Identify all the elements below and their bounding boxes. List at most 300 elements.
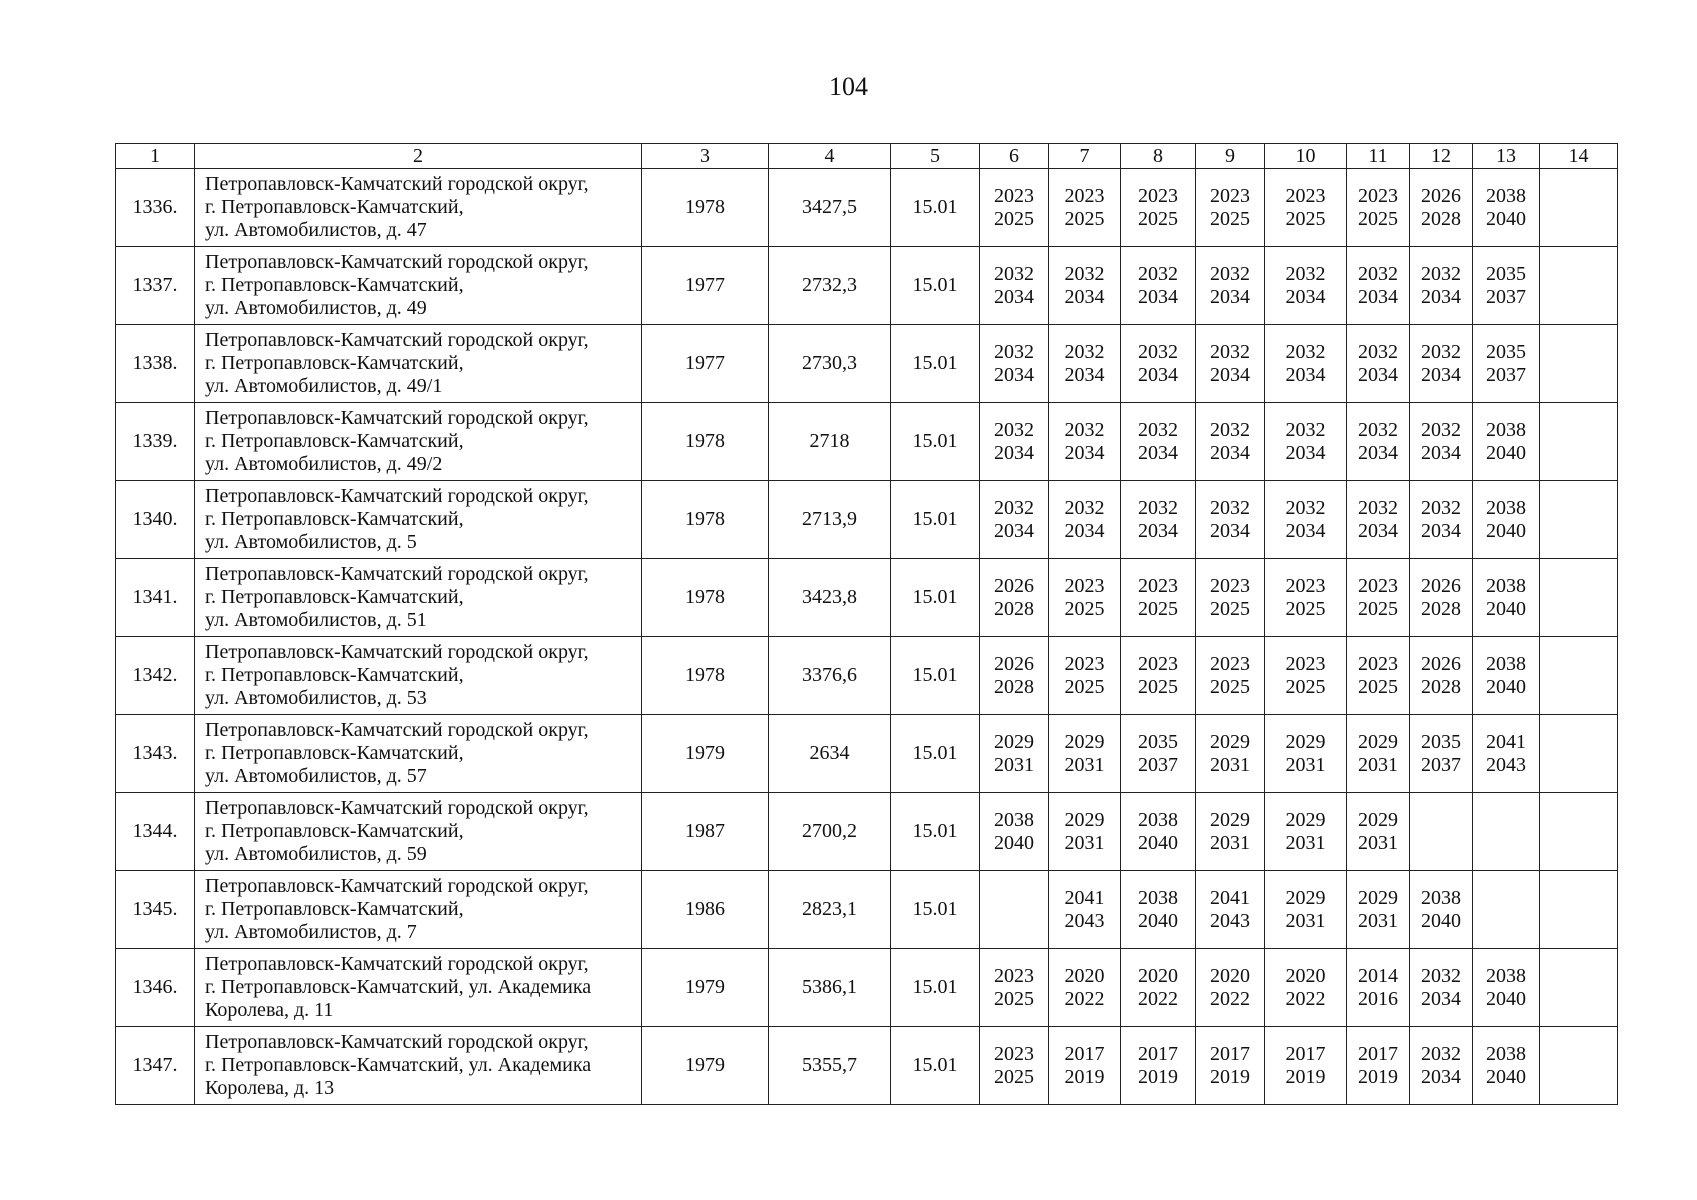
period-cell bbox=[980, 793, 1049, 871]
period-cell bbox=[1196, 949, 1265, 1027]
table-row bbox=[116, 169, 1618, 247]
period-cell bbox=[1473, 247, 1540, 325]
period-end-year: 2028 bbox=[1421, 597, 1461, 620]
period-start-year: 2032 bbox=[1285, 262, 1326, 285]
period-start-year: 2032 bbox=[1064, 262, 1105, 285]
period-cell bbox=[1265, 559, 1347, 637]
period-cell bbox=[1410, 325, 1473, 403]
period-start-year: 2032 bbox=[1210, 340, 1250, 363]
row-number-cell: 1346. bbox=[116, 949, 195, 1027]
period-end-year: 2025 bbox=[1358, 675, 1398, 698]
address-cell bbox=[195, 247, 642, 325]
period-end-year: 2034 bbox=[1064, 519, 1105, 542]
code-cell: 15.01 bbox=[891, 637, 980, 715]
year-built-cell: 1978 bbox=[642, 403, 769, 481]
period-cell bbox=[1410, 949, 1473, 1027]
address-line: ул. Автомобилистов, д. 49/2 bbox=[205, 453, 443, 475]
period-end-year: 2025 bbox=[1285, 597, 1326, 620]
period-end-year: 2022 bbox=[1210, 987, 1250, 1010]
period-start-year: 2032 bbox=[1210, 418, 1250, 441]
period-start-year: 2023 bbox=[1064, 652, 1105, 675]
period-cell bbox=[1473, 1027, 1540, 1105]
period-start-year: 2041 bbox=[1210, 886, 1250, 909]
period-end-year: 2025 bbox=[1210, 597, 1250, 620]
period-start-year: 2038 bbox=[1486, 964, 1526, 987]
address-line: Петропавловск-Камчатский городской округ, bbox=[205, 251, 589, 273]
period-cell bbox=[1540, 715, 1618, 793]
column-number-cell: 3 bbox=[642, 144, 769, 169]
period-start-year: 2038 bbox=[1486, 184, 1526, 207]
period-start-year: 2032 bbox=[1138, 418, 1178, 441]
period-cell bbox=[1121, 481, 1196, 559]
period-start-year: 2029 bbox=[1210, 730, 1250, 753]
period-start-year: 2038 bbox=[994, 808, 1034, 831]
column-number-cell: 10 bbox=[1265, 144, 1347, 169]
period-cell bbox=[1473, 403, 1540, 481]
period-end-year: 2040 bbox=[1138, 909, 1178, 932]
period-cell bbox=[1121, 871, 1196, 949]
period-end-year: 2037 bbox=[1486, 285, 1526, 308]
area-cell: 3427,5 bbox=[769, 169, 891, 247]
period-end-year: 2043 bbox=[1486, 753, 1526, 776]
period-cell bbox=[1347, 559, 1410, 637]
column-number-cell: 12 bbox=[1410, 144, 1473, 169]
period-start-year: 2029 bbox=[1358, 730, 1398, 753]
period-start-year: 2023 bbox=[1210, 574, 1250, 597]
period-start-year: 2038 bbox=[1138, 886, 1178, 909]
address-line: Петропавловск-Камчатский городской округ, bbox=[205, 485, 589, 507]
address-line: Петропавловск-Камчатский городской округ, bbox=[205, 407, 589, 429]
period-cell bbox=[1121, 559, 1196, 637]
period-end-year: 2034 bbox=[1210, 519, 1250, 542]
address-line: г. Петропавловск-Камчатский, ул. Академика bbox=[205, 1054, 592, 1076]
period-cell bbox=[980, 169, 1049, 247]
period-start-year: 2029 bbox=[1285, 886, 1326, 909]
row-number-cell: 1339. bbox=[116, 403, 195, 481]
period-end-year: 2034 bbox=[1421, 519, 1461, 542]
period-start-year: 2041 bbox=[1064, 886, 1105, 909]
area-cell: 2823,1 bbox=[769, 871, 891, 949]
period-cell bbox=[1410, 169, 1473, 247]
period-cell bbox=[1049, 559, 1121, 637]
period-end-year: 2034 bbox=[1138, 441, 1178, 464]
address-cell bbox=[195, 325, 642, 403]
period-end-year: 2016 bbox=[1358, 987, 1398, 1010]
area-cell: 5386,1 bbox=[769, 949, 891, 1027]
period-cell bbox=[1049, 325, 1121, 403]
period-cell bbox=[1196, 247, 1265, 325]
area-cell: 5355,7 bbox=[769, 1027, 891, 1105]
period-end-year: 2034 bbox=[1358, 285, 1398, 308]
address-line: г. Петропавловск-Камчатский, bbox=[205, 898, 464, 920]
period-cell bbox=[980, 637, 1049, 715]
period-end-year: 2022 bbox=[1064, 987, 1105, 1010]
period-start-year: 2023 bbox=[1064, 184, 1105, 207]
period-start-year: 2023 bbox=[1285, 184, 1326, 207]
period-cell bbox=[1473, 793, 1540, 871]
address-line: г. Петропавловск-Камчатский, bbox=[205, 508, 464, 530]
period-cell bbox=[1347, 949, 1410, 1027]
address-cell bbox=[195, 637, 642, 715]
table-row bbox=[116, 793, 1618, 871]
address-line: Королева, д. 11 bbox=[205, 999, 334, 1021]
period-cell bbox=[1196, 715, 1265, 793]
period-start-year: 2032 bbox=[1421, 340, 1461, 363]
address-line: ул. Автомобилистов, д. 49 bbox=[205, 297, 427, 319]
year-built-cell: 1979 bbox=[642, 715, 769, 793]
period-cell bbox=[1196, 871, 1265, 949]
period-end-year: 2031 bbox=[1358, 753, 1398, 776]
period-end-year: 2037 bbox=[1421, 753, 1461, 776]
period-start-year: 2032 bbox=[1421, 262, 1461, 285]
period-cell bbox=[1410, 637, 1473, 715]
address-line: ул. Автомобилистов, д. 5 bbox=[205, 531, 417, 553]
period-start-year: 2023 bbox=[1358, 184, 1398, 207]
period-start-year: 2035 bbox=[1486, 262, 1526, 285]
period-cell bbox=[1121, 169, 1196, 247]
address-line: ул. Автомобилистов, д. 57 bbox=[205, 765, 427, 787]
table-body bbox=[116, 144, 1618, 1105]
period-start-year: 2032 bbox=[1421, 1042, 1461, 1065]
address-line: ул. Автомобилистов, д. 47 bbox=[205, 219, 427, 241]
address-line: Петропавловск-Камчатский городской округ, bbox=[205, 719, 589, 741]
period-end-year: 2019 bbox=[1358, 1065, 1398, 1088]
period-end-year: 2034 bbox=[1138, 519, 1178, 542]
period-start-year: 2023 bbox=[1210, 652, 1250, 675]
period-start-year: 2023 bbox=[1285, 652, 1326, 675]
address-line: Петропавловск-Камчатский городской округ, bbox=[205, 641, 589, 663]
year-built-cell: 1986 bbox=[642, 871, 769, 949]
period-cell bbox=[1265, 325, 1347, 403]
period-cell bbox=[1049, 481, 1121, 559]
column-number-cell: 6 bbox=[980, 144, 1049, 169]
period-cell bbox=[980, 403, 1049, 481]
period-start-year: 2041 bbox=[1486, 730, 1526, 753]
period-start-year: 2032 bbox=[1210, 262, 1250, 285]
period-end-year: 2037 bbox=[1138, 753, 1178, 776]
period-end-year: 2031 bbox=[1064, 753, 1105, 776]
period-start-year: 2020 bbox=[1285, 964, 1326, 987]
period-cell bbox=[1347, 247, 1410, 325]
period-cell bbox=[1196, 793, 1265, 871]
period-start-year: 2032 bbox=[1421, 496, 1461, 519]
period-end-year: 2025 bbox=[994, 207, 1034, 230]
period-start-year: 2032 bbox=[1358, 418, 1398, 441]
period-start-year: 2029 bbox=[1358, 886, 1398, 909]
period-start-year: 2017 bbox=[1138, 1042, 1178, 1065]
period-cell bbox=[1473, 169, 1540, 247]
period-cell bbox=[1265, 871, 1347, 949]
period-end-year: 2034 bbox=[1421, 363, 1461, 386]
period-cell bbox=[1347, 481, 1410, 559]
period-start-year: 2032 bbox=[1138, 340, 1178, 363]
address-line: Петропавловск-Камчатский городской округ, bbox=[205, 875, 589, 897]
period-start-year: 2032 bbox=[1285, 496, 1326, 519]
column-number-cell: 4 bbox=[769, 144, 891, 169]
address-line: ул. Автомобилистов, д. 49/1 bbox=[205, 375, 443, 397]
period-cell bbox=[1049, 949, 1121, 1027]
period-start-year: 2032 bbox=[1138, 496, 1178, 519]
address-line: г. Петропавловск-Камчатский, bbox=[205, 430, 464, 452]
period-end-year: 2025 bbox=[1138, 207, 1178, 230]
period-start-year: 2029 bbox=[1064, 808, 1105, 831]
period-cell bbox=[1473, 325, 1540, 403]
period-end-year: 2037 bbox=[1486, 363, 1526, 386]
row-number-cell: 1336. bbox=[116, 169, 195, 247]
period-start-year: 2023 bbox=[1138, 652, 1178, 675]
period-end-year: 2034 bbox=[994, 519, 1034, 542]
period-end-year: 2028 bbox=[1421, 207, 1461, 230]
page-number: 104 bbox=[829, 72, 868, 101]
address-line: Петропавловск-Камчатский городской округ, bbox=[205, 173, 589, 195]
address-line: ул. Автомобилистов, д. 7 bbox=[205, 921, 417, 943]
period-start-year: 2032 bbox=[1138, 262, 1178, 285]
period-end-year: 2040 bbox=[1486, 675, 1526, 698]
code-cell: 15.01 bbox=[891, 403, 980, 481]
period-start-year: 2032 bbox=[994, 262, 1034, 285]
address-line: Петропавловск-Камчатский городской округ, bbox=[205, 329, 589, 351]
period-start-year: 2023 bbox=[1138, 184, 1178, 207]
period-end-year: 2034 bbox=[1210, 441, 1250, 464]
period-cell bbox=[1196, 325, 1265, 403]
period-start-year: 2032 bbox=[1064, 496, 1105, 519]
period-cell bbox=[1121, 949, 1196, 1027]
column-number-cell: 9 bbox=[1196, 144, 1265, 169]
period-start-year: 2032 bbox=[1210, 496, 1250, 519]
period-start-year: 2032 bbox=[1358, 496, 1398, 519]
period-end-year: 2025 bbox=[1358, 597, 1398, 620]
column-number-cell: 11 bbox=[1347, 144, 1410, 169]
period-start-year: 2032 bbox=[1358, 340, 1398, 363]
period-start-year: 2029 bbox=[1358, 808, 1398, 831]
period-end-year: 2025 bbox=[1138, 675, 1178, 698]
period-start-year: 2038 bbox=[1138, 808, 1178, 831]
period-start-year: 2029 bbox=[1064, 730, 1105, 753]
row-number-cell: 1337. bbox=[116, 247, 195, 325]
period-end-year: 2034 bbox=[1064, 285, 1105, 308]
table-row bbox=[116, 1027, 1618, 1105]
address-cell bbox=[195, 949, 642, 1027]
code-cell: 15.01 bbox=[891, 871, 980, 949]
period-end-year: 2040 bbox=[1486, 597, 1526, 620]
year-built-cell: 1978 bbox=[642, 637, 769, 715]
period-end-year: 2040 bbox=[1486, 207, 1526, 230]
table-row bbox=[116, 403, 1618, 481]
period-start-year: 2023 bbox=[994, 964, 1034, 987]
period-end-year: 2031 bbox=[1285, 753, 1326, 776]
period-cell bbox=[1265, 637, 1347, 715]
period-cell bbox=[1265, 949, 1347, 1027]
code-cell: 15.01 bbox=[891, 793, 980, 871]
period-cell bbox=[1473, 559, 1540, 637]
period-cell bbox=[1410, 1027, 1473, 1105]
address-cell bbox=[195, 559, 642, 637]
period-end-year: 2025 bbox=[1210, 207, 1250, 230]
period-end-year: 2034 bbox=[1285, 285, 1326, 308]
area-cell: 3376,6 bbox=[769, 637, 891, 715]
period-cell bbox=[1265, 715, 1347, 793]
period-cell bbox=[1049, 403, 1121, 481]
period-cell bbox=[980, 325, 1049, 403]
period-cell bbox=[1049, 169, 1121, 247]
period-end-year: 2019 bbox=[1138, 1065, 1178, 1088]
period-cell bbox=[1049, 793, 1121, 871]
address-line: Петропавловск-Камчатский городской округ, bbox=[205, 953, 589, 975]
period-cell bbox=[1265, 793, 1347, 871]
period-start-year: 2026 bbox=[994, 652, 1034, 675]
period-cell bbox=[1347, 325, 1410, 403]
housing-registry-table bbox=[115, 143, 1618, 1105]
address-line: ул. Автомобилистов, д. 53 bbox=[205, 687, 427, 709]
table-row bbox=[116, 247, 1618, 325]
period-end-year: 2034 bbox=[1421, 441, 1461, 464]
period-cell bbox=[980, 715, 1049, 793]
period-cell bbox=[1049, 247, 1121, 325]
period-cell bbox=[1196, 1027, 1265, 1105]
address-cell bbox=[195, 403, 642, 481]
period-cell bbox=[1347, 715, 1410, 793]
period-end-year: 2034 bbox=[1421, 987, 1461, 1010]
address-line: г. Петропавловск-Камчатский, bbox=[205, 742, 464, 764]
period-cell bbox=[1265, 1027, 1347, 1105]
period-cell bbox=[980, 949, 1049, 1027]
period-end-year: 2028 bbox=[994, 597, 1034, 620]
period-end-year: 2031 bbox=[1210, 753, 1250, 776]
period-cell bbox=[1347, 793, 1410, 871]
period-end-year: 2034 bbox=[994, 441, 1034, 464]
address-cell bbox=[195, 169, 642, 247]
address-line: г. Петропавловск-Камчатский, ул. Академика bbox=[205, 976, 592, 998]
period-end-year: 2019 bbox=[1210, 1065, 1250, 1088]
address-line: г. Петропавловск-Камчатский, bbox=[205, 196, 464, 218]
period-start-year: 2029 bbox=[1285, 730, 1326, 753]
period-start-year: 2032 bbox=[994, 340, 1034, 363]
period-start-year: 2023 bbox=[994, 184, 1034, 207]
period-start-year: 2032 bbox=[994, 418, 1034, 441]
period-cell bbox=[980, 559, 1049, 637]
year-built-cell: 1987 bbox=[642, 793, 769, 871]
period-cell bbox=[980, 1027, 1049, 1105]
period-start-year: 2032 bbox=[1285, 340, 1326, 363]
year-built-cell: 1977 bbox=[642, 247, 769, 325]
period-end-year: 2034 bbox=[1421, 285, 1461, 308]
period-cell bbox=[1196, 559, 1265, 637]
row-number-cell: 1340. bbox=[116, 481, 195, 559]
period-end-year: 2034 bbox=[1358, 441, 1398, 464]
address-line: Королева, д. 13 bbox=[205, 1077, 335, 1099]
row-number-cell: 1344. bbox=[116, 793, 195, 871]
period-cell bbox=[1347, 169, 1410, 247]
code-cell: 15.01 bbox=[891, 715, 980, 793]
period-cell bbox=[1540, 949, 1618, 1027]
period-start-year: 2035 bbox=[1138, 730, 1178, 753]
period-cell bbox=[1540, 247, 1618, 325]
table-row bbox=[116, 871, 1618, 949]
period-start-year: 2023 bbox=[1358, 574, 1398, 597]
period-end-year: 2031 bbox=[1358, 909, 1398, 932]
period-start-year: 2017 bbox=[1064, 1042, 1105, 1065]
row-number-cell: 1343. bbox=[116, 715, 195, 793]
period-start-year: 2017 bbox=[1210, 1042, 1250, 1065]
period-cell bbox=[1347, 871, 1410, 949]
column-number-cell: 8 bbox=[1121, 144, 1196, 169]
table-row bbox=[116, 559, 1618, 637]
code-cell: 15.01 bbox=[891, 949, 980, 1027]
period-end-year: 2034 bbox=[1064, 363, 1105, 386]
period-cell bbox=[1540, 871, 1618, 949]
period-cell bbox=[1049, 871, 1121, 949]
area-cell: 2732,3 bbox=[769, 247, 891, 325]
period-start-year: 2023 bbox=[1138, 574, 1178, 597]
period-end-year: 2034 bbox=[1138, 285, 1178, 308]
address-line: Петропавловск-Камчатский городской округ, bbox=[205, 563, 589, 585]
period-cell bbox=[1540, 793, 1618, 871]
period-start-year: 2029 bbox=[1285, 808, 1326, 831]
period-start-year: 2017 bbox=[1285, 1042, 1326, 1065]
period-cell bbox=[1121, 403, 1196, 481]
row-number-cell: 1341. bbox=[116, 559, 195, 637]
period-end-year: 2025 bbox=[1358, 207, 1398, 230]
period-cell bbox=[1121, 325, 1196, 403]
period-cell bbox=[1540, 169, 1618, 247]
period-cell bbox=[1347, 1027, 1410, 1105]
address-cell bbox=[195, 481, 642, 559]
period-end-year: 2034 bbox=[994, 285, 1034, 308]
period-end-year: 2040 bbox=[1138, 831, 1178, 854]
period-cell bbox=[1265, 169, 1347, 247]
address-line: ул. Автомобилистов, д. 51 bbox=[205, 609, 427, 631]
period-end-year: 2025 bbox=[1138, 597, 1178, 620]
period-cell bbox=[1265, 481, 1347, 559]
period-cell bbox=[1540, 403, 1618, 481]
period-end-year: 2031 bbox=[1285, 909, 1326, 932]
period-start-year: 2035 bbox=[1421, 730, 1461, 753]
period-cell bbox=[1540, 637, 1618, 715]
area-cell: 2634 bbox=[769, 715, 891, 793]
period-end-year: 2031 bbox=[1358, 831, 1398, 854]
period-cell bbox=[980, 481, 1049, 559]
period-start-year: 2020 bbox=[1210, 964, 1250, 987]
year-built-cell: 1979 bbox=[642, 1027, 769, 1105]
address-cell bbox=[195, 715, 642, 793]
column-number-cell: 7 bbox=[1049, 144, 1121, 169]
period-end-year: 2034 bbox=[1064, 441, 1105, 464]
column-number-row bbox=[116, 144, 1618, 169]
period-end-year: 2019 bbox=[1285, 1065, 1326, 1088]
period-cell bbox=[1410, 403, 1473, 481]
area-cell: 2730,3 bbox=[769, 325, 891, 403]
period-cell bbox=[1049, 637, 1121, 715]
period-start-year: 2032 bbox=[1285, 418, 1326, 441]
address-cell bbox=[195, 793, 642, 871]
period-cell bbox=[1540, 325, 1618, 403]
period-cell bbox=[1121, 247, 1196, 325]
period-start-year: 2023 bbox=[994, 1042, 1034, 1065]
address-cell bbox=[195, 871, 642, 949]
period-end-year: 2031 bbox=[994, 753, 1034, 776]
column-number-cell: 5 bbox=[891, 144, 980, 169]
year-built-cell: 1978 bbox=[642, 481, 769, 559]
table-row bbox=[116, 949, 1618, 1027]
period-cell bbox=[980, 871, 1049, 949]
period-start-year: 2026 bbox=[1421, 574, 1461, 597]
period-start-year: 2038 bbox=[1421, 886, 1461, 909]
address-line: Петропавловск-Камчатский городской округ, bbox=[205, 1031, 589, 1053]
period-start-year: 2020 bbox=[1064, 964, 1105, 987]
period-end-year: 2034 bbox=[994, 363, 1034, 386]
address-line: г. Петропавловск-Камчатский, bbox=[205, 664, 464, 686]
period-start-year: 2029 bbox=[1210, 808, 1250, 831]
